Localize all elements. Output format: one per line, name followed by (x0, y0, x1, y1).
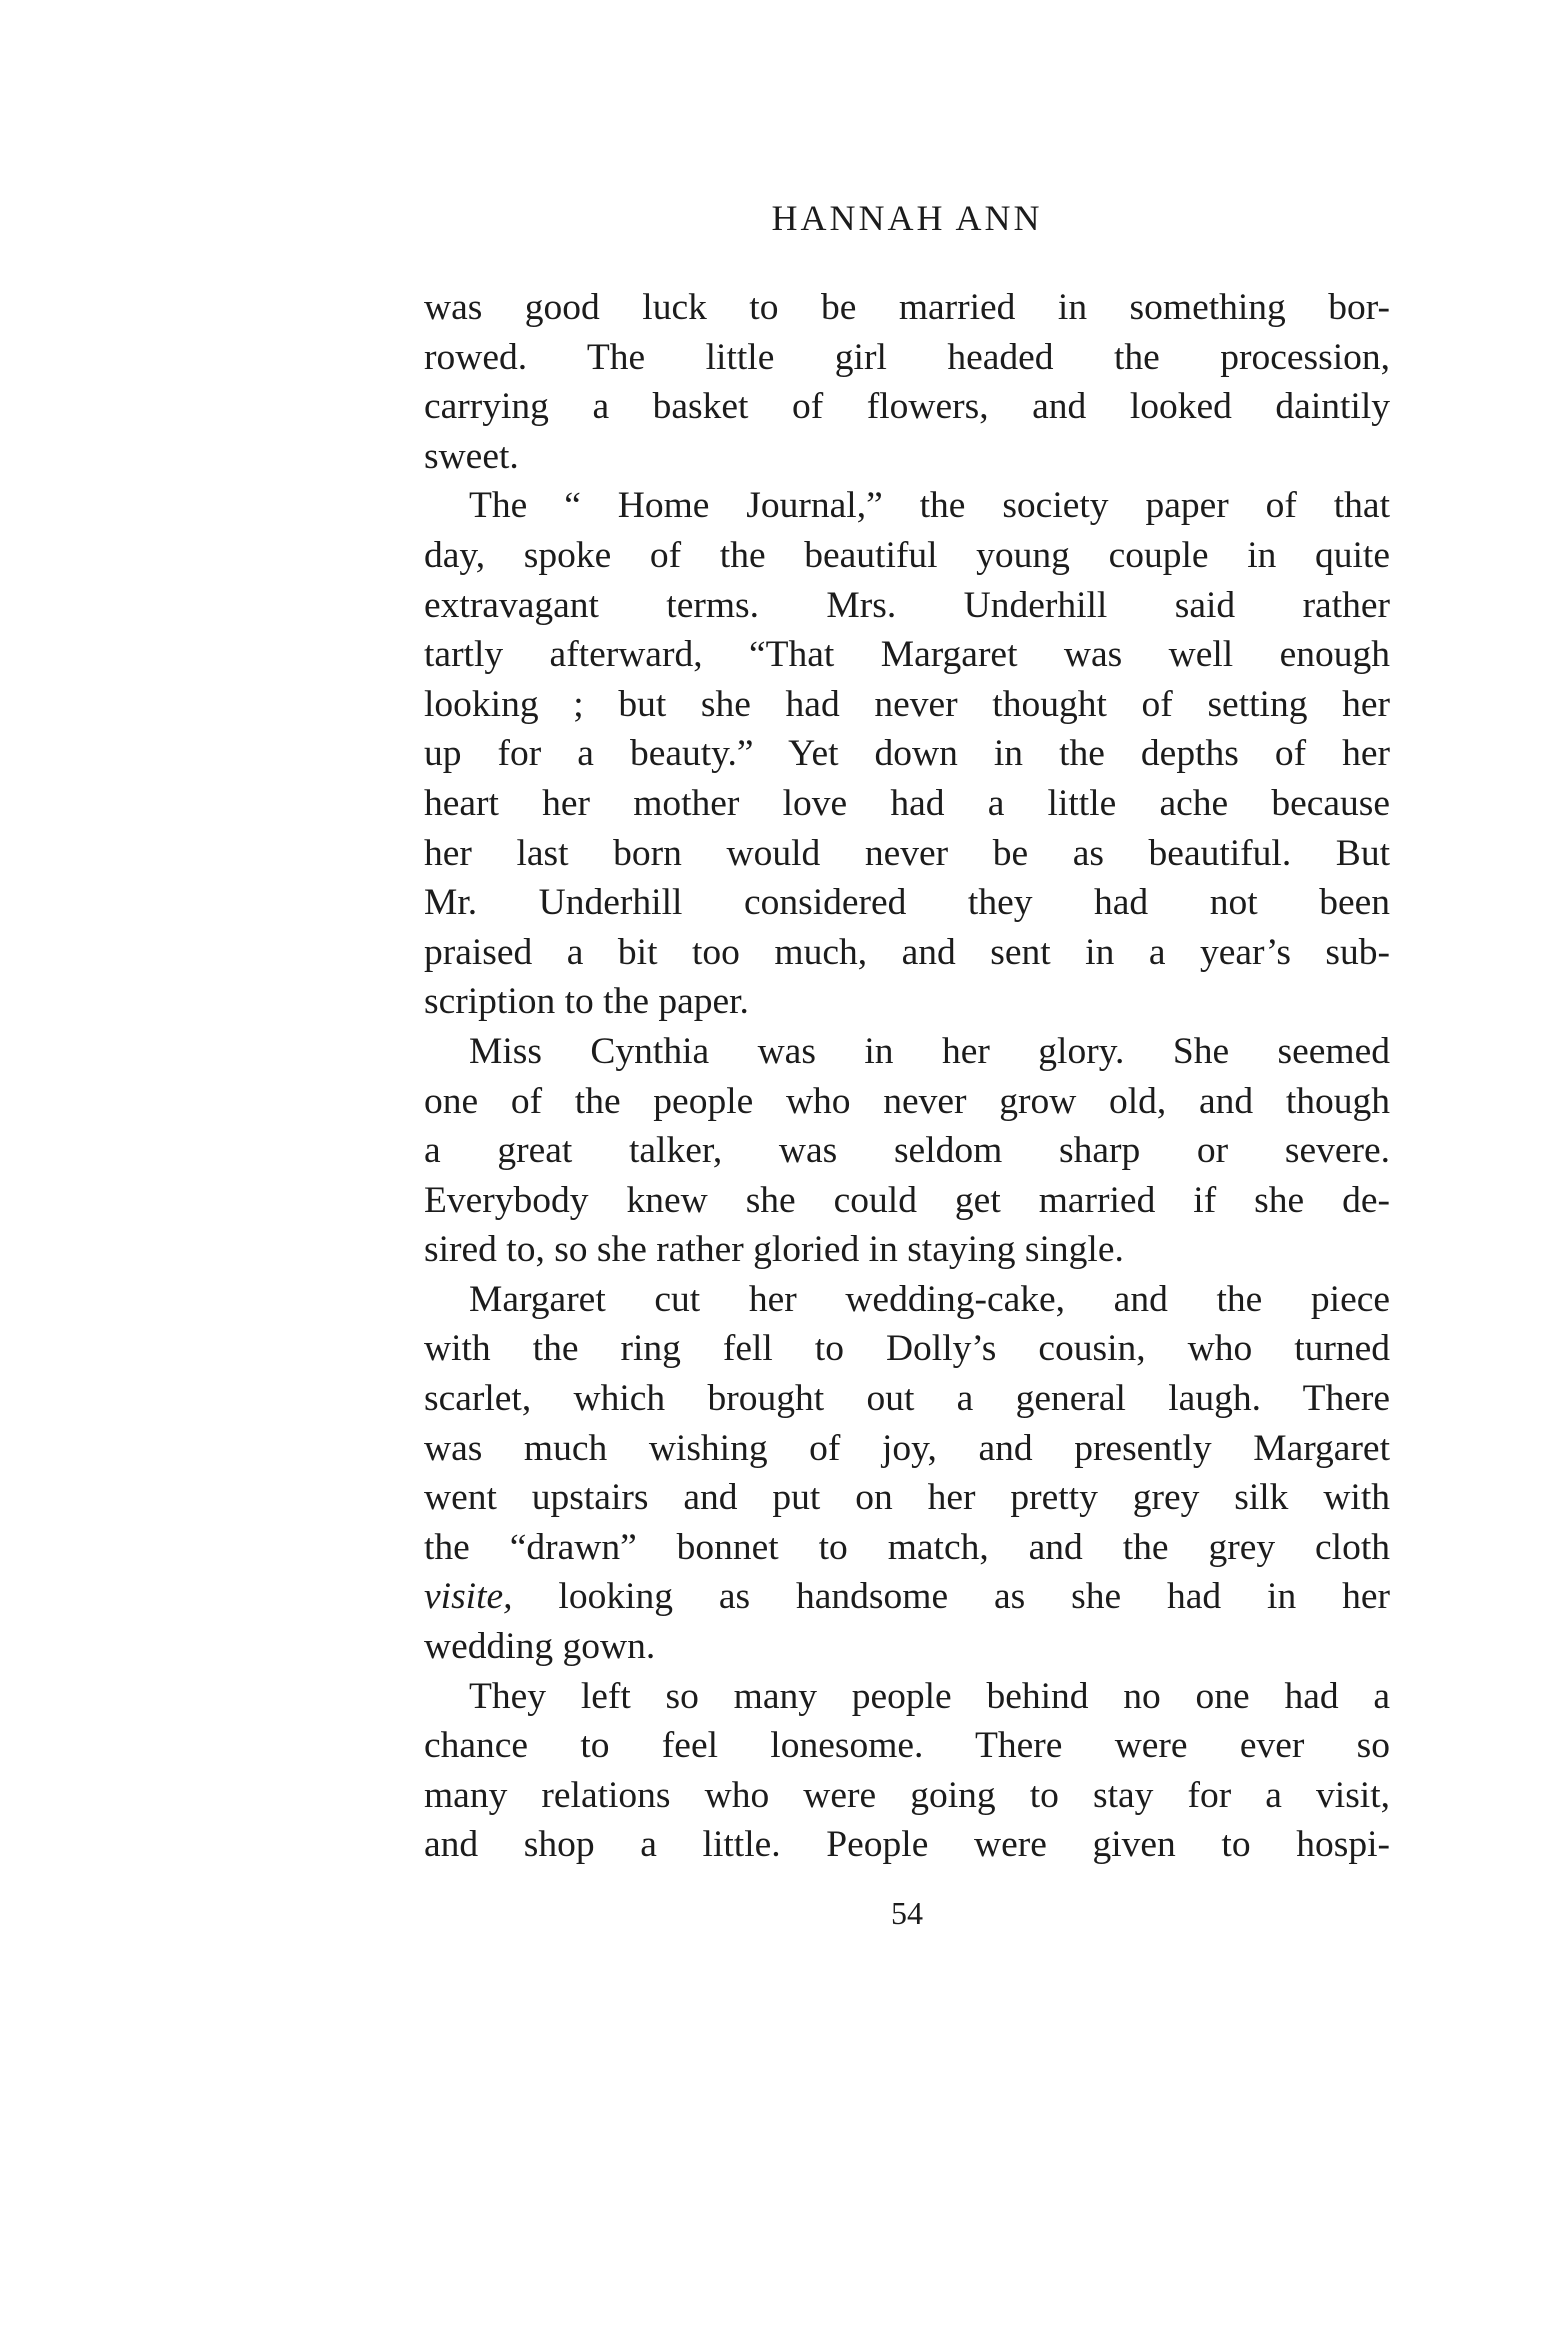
text-line: carrying a basket of flowers, and looked daintily (424, 386, 1390, 428)
text-line: up for a beauty.” Yet down in the depths of her (424, 733, 1390, 775)
text-line: the “drawn” bonnet to match, and the grey cloth (424, 1526, 1390, 1568)
text-line: was good luck to be married in something bor- (424, 287, 1390, 328)
text-line: sired to, so she rather gloried in staying single. (424, 1229, 1124, 1271)
text-line: scription to the paper. (424, 981, 749, 1023)
running-head: HANNAH ANN (771, 198, 1043, 238)
paragraph-1 (424, 283, 1390, 481)
text-line: day, spoke of the beautiful young couple in quite (424, 534, 1390, 576)
text-line: her last born would never be as beautiful. But (424, 832, 1390, 874)
text-line: wedding gown. (424, 1626, 656, 1668)
text-line: extravagant terms. Mrs. Underhill said rather (424, 584, 1390, 626)
text-line: Everybody knew she could get married if she de- (424, 1179, 1390, 1221)
text-line: Miss Cynthia was in her glory. She seemed (469, 1030, 1390, 1072)
text-line: looking ; but she had never thought of setting her (424, 683, 1390, 725)
text-line: scarlet, which brought out a general laugh. There (424, 1378, 1390, 1420)
text-line: tartly afterward, “That Margaret was well enough (424, 634, 1390, 676)
text-line: one of the people who never grow old, and though (424, 1080, 1390, 1122)
text-line: heart her mother love had a little ache because (424, 782, 1390, 824)
paragraph-4 (424, 1275, 1390, 1672)
text-line: with the ring fell to Dolly’s cousin, who turned (424, 1328, 1390, 1370)
text-line: went upstairs and put on her pretty grey silk with (424, 1477, 1390, 1519)
page-number: 54 (891, 1895, 923, 1931)
text-line: a great talker, was seldom sharp or severe. (424, 1130, 1390, 1172)
text-line: sweet. (424, 435, 519, 477)
text-line: Mr. Underhill considered they had not been (424, 882, 1390, 924)
text-line: rowed. The little girl headed the procession, (424, 336, 1390, 378)
paragraph-3 (424, 1027, 1390, 1275)
text-line: was much wishing of joy, and presently Margaret (424, 1427, 1390, 1469)
paragraph-2 (424, 481, 1390, 1027)
text-line: many relations who were going to stay for a visit, (424, 1774, 1390, 1816)
text-line: visite, looking as handsome as she had in her (424, 1576, 1390, 1618)
text-line: Margaret cut her wedding-cake, and the piece (469, 1278, 1390, 1320)
paragraph-5 (424, 1672, 1390, 1870)
text-line: chance to feel lonesome. There were ever so (424, 1725, 1390, 1767)
text-line: and shop a little. People were given to hospi- (424, 1824, 1390, 1866)
body-text (424, 283, 1390, 1870)
text-line: The “ Home Journal,” the society paper of that (469, 485, 1390, 527)
text-line: praised a bit too much, and sent in a year’s sub- (424, 931, 1390, 973)
text-line: They left so many people behind no one had a (469, 1675, 1390, 1717)
